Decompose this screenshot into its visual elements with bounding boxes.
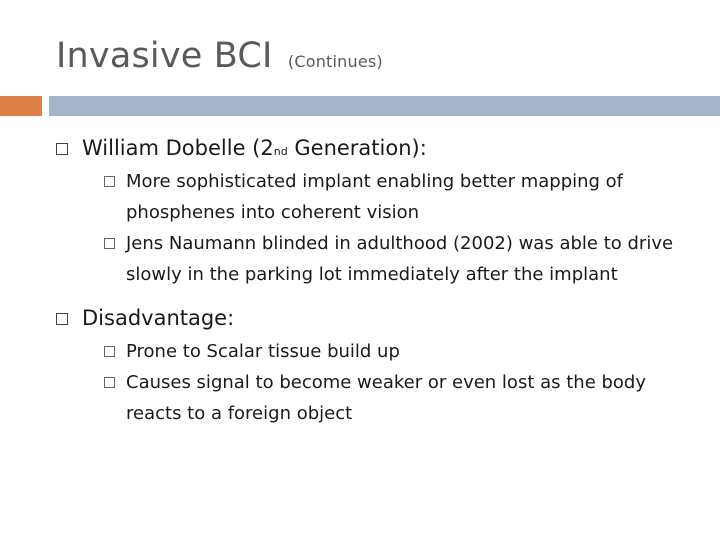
slide-title: [56, 36, 383, 76]
sub-bullet-text: Jens Naumann blinded in adulthood (2002) was able to drive slowly in the parking lot immediately after the implant: [126, 233, 674, 285]
title-main: Invasive BCI: [56, 36, 273, 76]
sub-bullet-text: Causes signal to become weaker or even lost as the body reacts to a foreign object: [126, 372, 647, 424]
ordinal-superscript: nd: [273, 145, 288, 158]
sub-bullet: [104, 367, 696, 429]
sub-bullet: [104, 228, 696, 290]
square-bullet-icon: [56, 143, 68, 155]
bullet-heading: Disadvantage:: [82, 306, 235, 330]
sub-bullet-text: Prone to Scalar tissue build up: [126, 341, 400, 362]
bullet-disadvantage: [56, 300, 696, 336]
title-accent-bar: [0, 96, 42, 116]
sub-bullet: [104, 166, 696, 228]
bullet-heading-pre: William Dobelle (2: [82, 136, 274, 160]
square-bullet-icon: [104, 377, 115, 388]
square-bullet-icon: [104, 346, 115, 357]
sub-bullet-text: More sophisticated implant enabling better mapping of phosphenes into coherent vision: [126, 171, 624, 223]
title-suffix: (Continues): [287, 52, 383, 71]
sub-bullet: [104, 336, 696, 367]
square-bullet-icon: [104, 238, 115, 249]
bullet-william-dobelle: [56, 130, 696, 166]
square-bullet-icon: [104, 176, 115, 187]
slide-body: [56, 126, 696, 429]
bullet-heading-post: Generation):: [287, 136, 427, 160]
title-divider-bar: [49, 96, 720, 116]
square-bullet-icon: [56, 313, 68, 325]
